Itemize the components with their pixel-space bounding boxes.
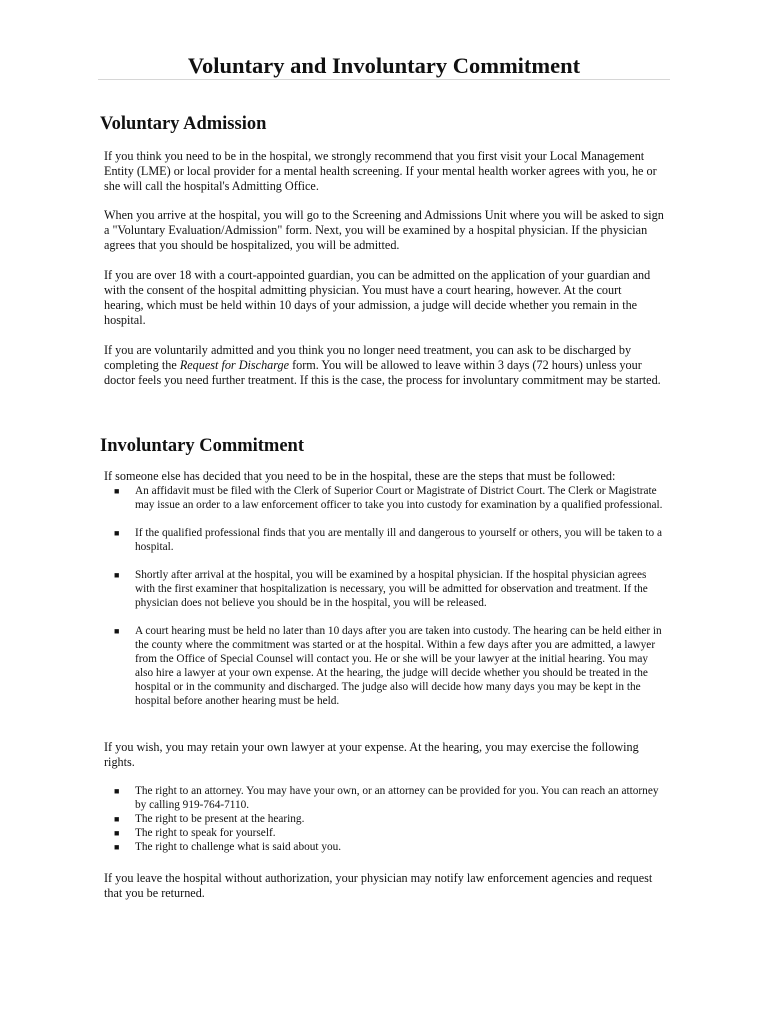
step-text: An affidavit must be filed with the Clerk of Superior Court or Magistrate of District Court. The Clerk or Magistrate may issue an order to a law enforcement officer to take you into custody for examination by a qualified professional. [135, 485, 663, 511]
list-item [104, 526, 664, 554]
right-text: The right to an attorney. You may have your own, or an attorney can be provided for you. You can reach an attorney by calling 919-764-7110. [135, 785, 659, 811]
closing-paragraph: If you leave the hospital without authorization, your physician may notify law enforcement agencies and request that you be returned. [104, 871, 653, 900]
bullet-icon: ■ [114, 570, 120, 580]
voluntary-paragraph-4 [104, 343, 664, 388]
list-item [104, 568, 664, 610]
bullet-icon: ■ [114, 786, 120, 796]
bullet-icon: ■ [114, 814, 120, 824]
step-text: Shortly after arrival at the hospital, you will be examined by a hospital physician. If the hospital physician agrees with the first examiner that hospitalization is necessary, you will be admitted for observation and treatment. If the physician does not believe you should be in the hospital, you will be released. [135, 569, 648, 609]
paragraph-4-text-start: If you are voluntarily admitted and you think you no longer need treatment, you can ask to be discharged by completing the [104, 343, 632, 372]
list-item [104, 826, 664, 840]
right-text: The right to be present at the hearing. [135, 813, 305, 825]
request-for-discharge-form-name: Request for Discharge [179, 358, 290, 372]
right-text: The right to challenge what is said about you. [135, 841, 342, 853]
bullet-icon: ■ [114, 626, 120, 636]
document-title: Voluntary and Involuntary Commitment [187, 53, 581, 78]
list-item [104, 784, 664, 812]
involuntary-commitment-heading: Involuntary Commitment [100, 436, 305, 456]
rights-list [104, 784, 664, 854]
bullet-icon: ■ [114, 528, 120, 538]
step-text: A court hearing must be held no later than 10 days after you are taken into custody. The hearing can be held either in the county where the commitment was started or at the hospital. Within a few days after you are admitted, a lawyer from the Office of Special Counsel will contact you. He or she will be your lawyer at the initial hearing. You may also hire a lawyer at your own expense. At the hearing, the judge will decide whether you should be treated in the hospital or in the community and discharged. The judge also will decide how many days you may be kept in the hospital before another hearing must be held. [135, 625, 662, 707]
voluntary-paragraph-1: If you think you need to be in the hospital, we strongly recommend that you first visit your Local Management Entity (LME) or local provider for a mental health screening. If your mental health worker agrees with you, he or she will call the hospital's Admitting Office. [104, 149, 657, 193]
list-item [104, 624, 664, 708]
voluntary-admission-heading: Voluntary Admission [100, 114, 267, 134]
list-item [104, 840, 664, 854]
bullet-icon: ■ [114, 828, 120, 838]
paragraph-4-text-end: form. You will be allowed to leave within 3 days (72 hours) unless your doctor feels you need further treatment. If this is the case, the process for involuntary commitment may be started. [104, 358, 661, 387]
voluntary-paragraph-2: When you arrive at the hospital, you will go to the Screening and Admissions Unit where you will be asked to sign a "Voluntary Evaluation/Admission" form. Next, you will be examined by a hospital physician. If the physician agrees that you should be hospitalized, you will be admitted. [104, 208, 664, 252]
title-divider [98, 79, 670, 80]
step-text: If the qualified professional finds that you are mentally ill and dangerous to yourself or others, you will be taken to a hospital. [135, 527, 663, 553]
bullet-icon: ■ [114, 842, 120, 852]
list-item [104, 812, 664, 826]
involuntary-steps-list [104, 484, 664, 708]
list-item [104, 484, 664, 512]
rights-intro: If you wish, you may retain your own lawyer at your expense. At the hearing, you may exercise the following rights. [104, 740, 639, 769]
right-text: The right to speak for yourself. [135, 827, 276, 839]
involuntary-intro: If someone else has decided that you need to be in the hospital, these are the steps that must be followed: [104, 469, 616, 483]
voluntary-paragraph-3: If you are over 18 with a court-appointed guardian, you can be admitted on the application of your guardian and with the consent of the hospital admitting physician. You must have a court hearing, however. At the court hearing, which must be held within 10 days of your admission, a judge will decide whether you remain in the hospital. [104, 268, 651, 327]
bullet-icon: ■ [114, 486, 120, 496]
